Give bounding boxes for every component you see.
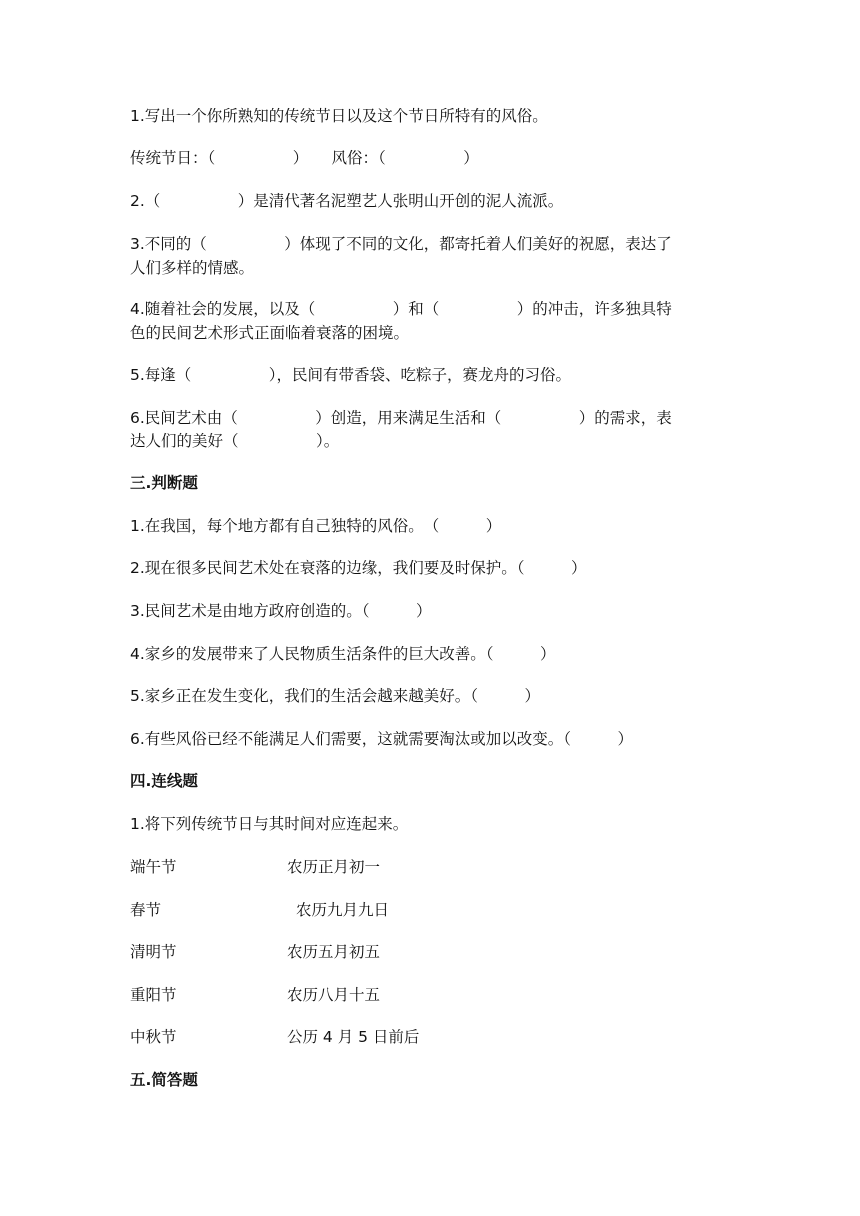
judge-question-6: 6.有些风俗已经不能满足人们需要，这就需要淘汰或加以改变。（ ） [130,730,634,748]
fill-in-question-6-cont: 达人们的美好（ ）。 [130,432,340,450]
festival-item: 重阳节 [130,986,177,1004]
fill-in-question-5: 5.每逢（ ），民间有带香袋、吃粽子，赛龙舟的习俗。 [130,366,572,384]
fill-in-question-4: 4.随着社会的发展，以及（ ）和（ ）的冲击，许多独具特 [130,300,672,318]
date-item: 农历正月初一 [287,858,381,876]
date-item: 公历 4 月 5 日前后 [287,1028,420,1046]
fill-in-question-1-answer-line: 传统节日：（ ） 风俗：（ ） [130,149,479,167]
judge-question-4: 4.家乡的发展带来了人民物质生活条件的巨大改善。（ ） [130,645,556,663]
section-5-heading: 五.简答题 [130,1071,198,1089]
date-item: 农历五月初五 [287,943,381,961]
fill-in-question-2: 2.（ ）是清代著名泥塑艺人张明山开创的泥人流派。 [130,192,564,210]
festival-item: 端午节 [130,858,177,876]
date-item: 农历九月九日 [296,901,390,919]
fill-in-question-6: 6.民间艺术由（ ）创造，用来满足生活和（ ）的需求，表 [130,409,672,427]
judge-question-1: 1.在我国，每个地方都有自己独特的风俗。 （ ） [130,517,502,535]
fill-in-question-1: 1.写出一个你所熟知的传统节日以及这个节日所特有的风俗。 [130,107,548,125]
judge-question-3: 3.民间艺术是由地方政府创造的。（ ） [130,602,432,620]
festival-item: 清明节 [130,943,177,961]
date-item: 农历八月十五 [287,986,381,1004]
matching-instruction: 1.将下列传统节日与其时间对应连起来。 [130,815,409,833]
judge-question-5: 5.家乡正在发生变化，我们的生活会越来越美好。（ ） [130,687,541,705]
section-3-heading: 三.判断题 [130,474,198,492]
section-4-heading: 四.连线题 [130,772,198,790]
fill-in-question-4-cont: 色的民间艺术形式正面临着衰落的困境。 [130,324,410,342]
fill-in-question-3: 3.不同的（ ）体现了不同的文化，都寄托着人们美好的祝愿，表达了 [130,235,672,253]
festival-item: 中秋节 [130,1028,177,1046]
judge-question-2: 2.现在很多民间艺术处在衰落的边缘，我们要及时保护。（ ） [130,559,587,577]
festival-item: 春节 [130,901,162,919]
fill-in-question-3-cont: 人们多样的情感。 [130,259,255,277]
